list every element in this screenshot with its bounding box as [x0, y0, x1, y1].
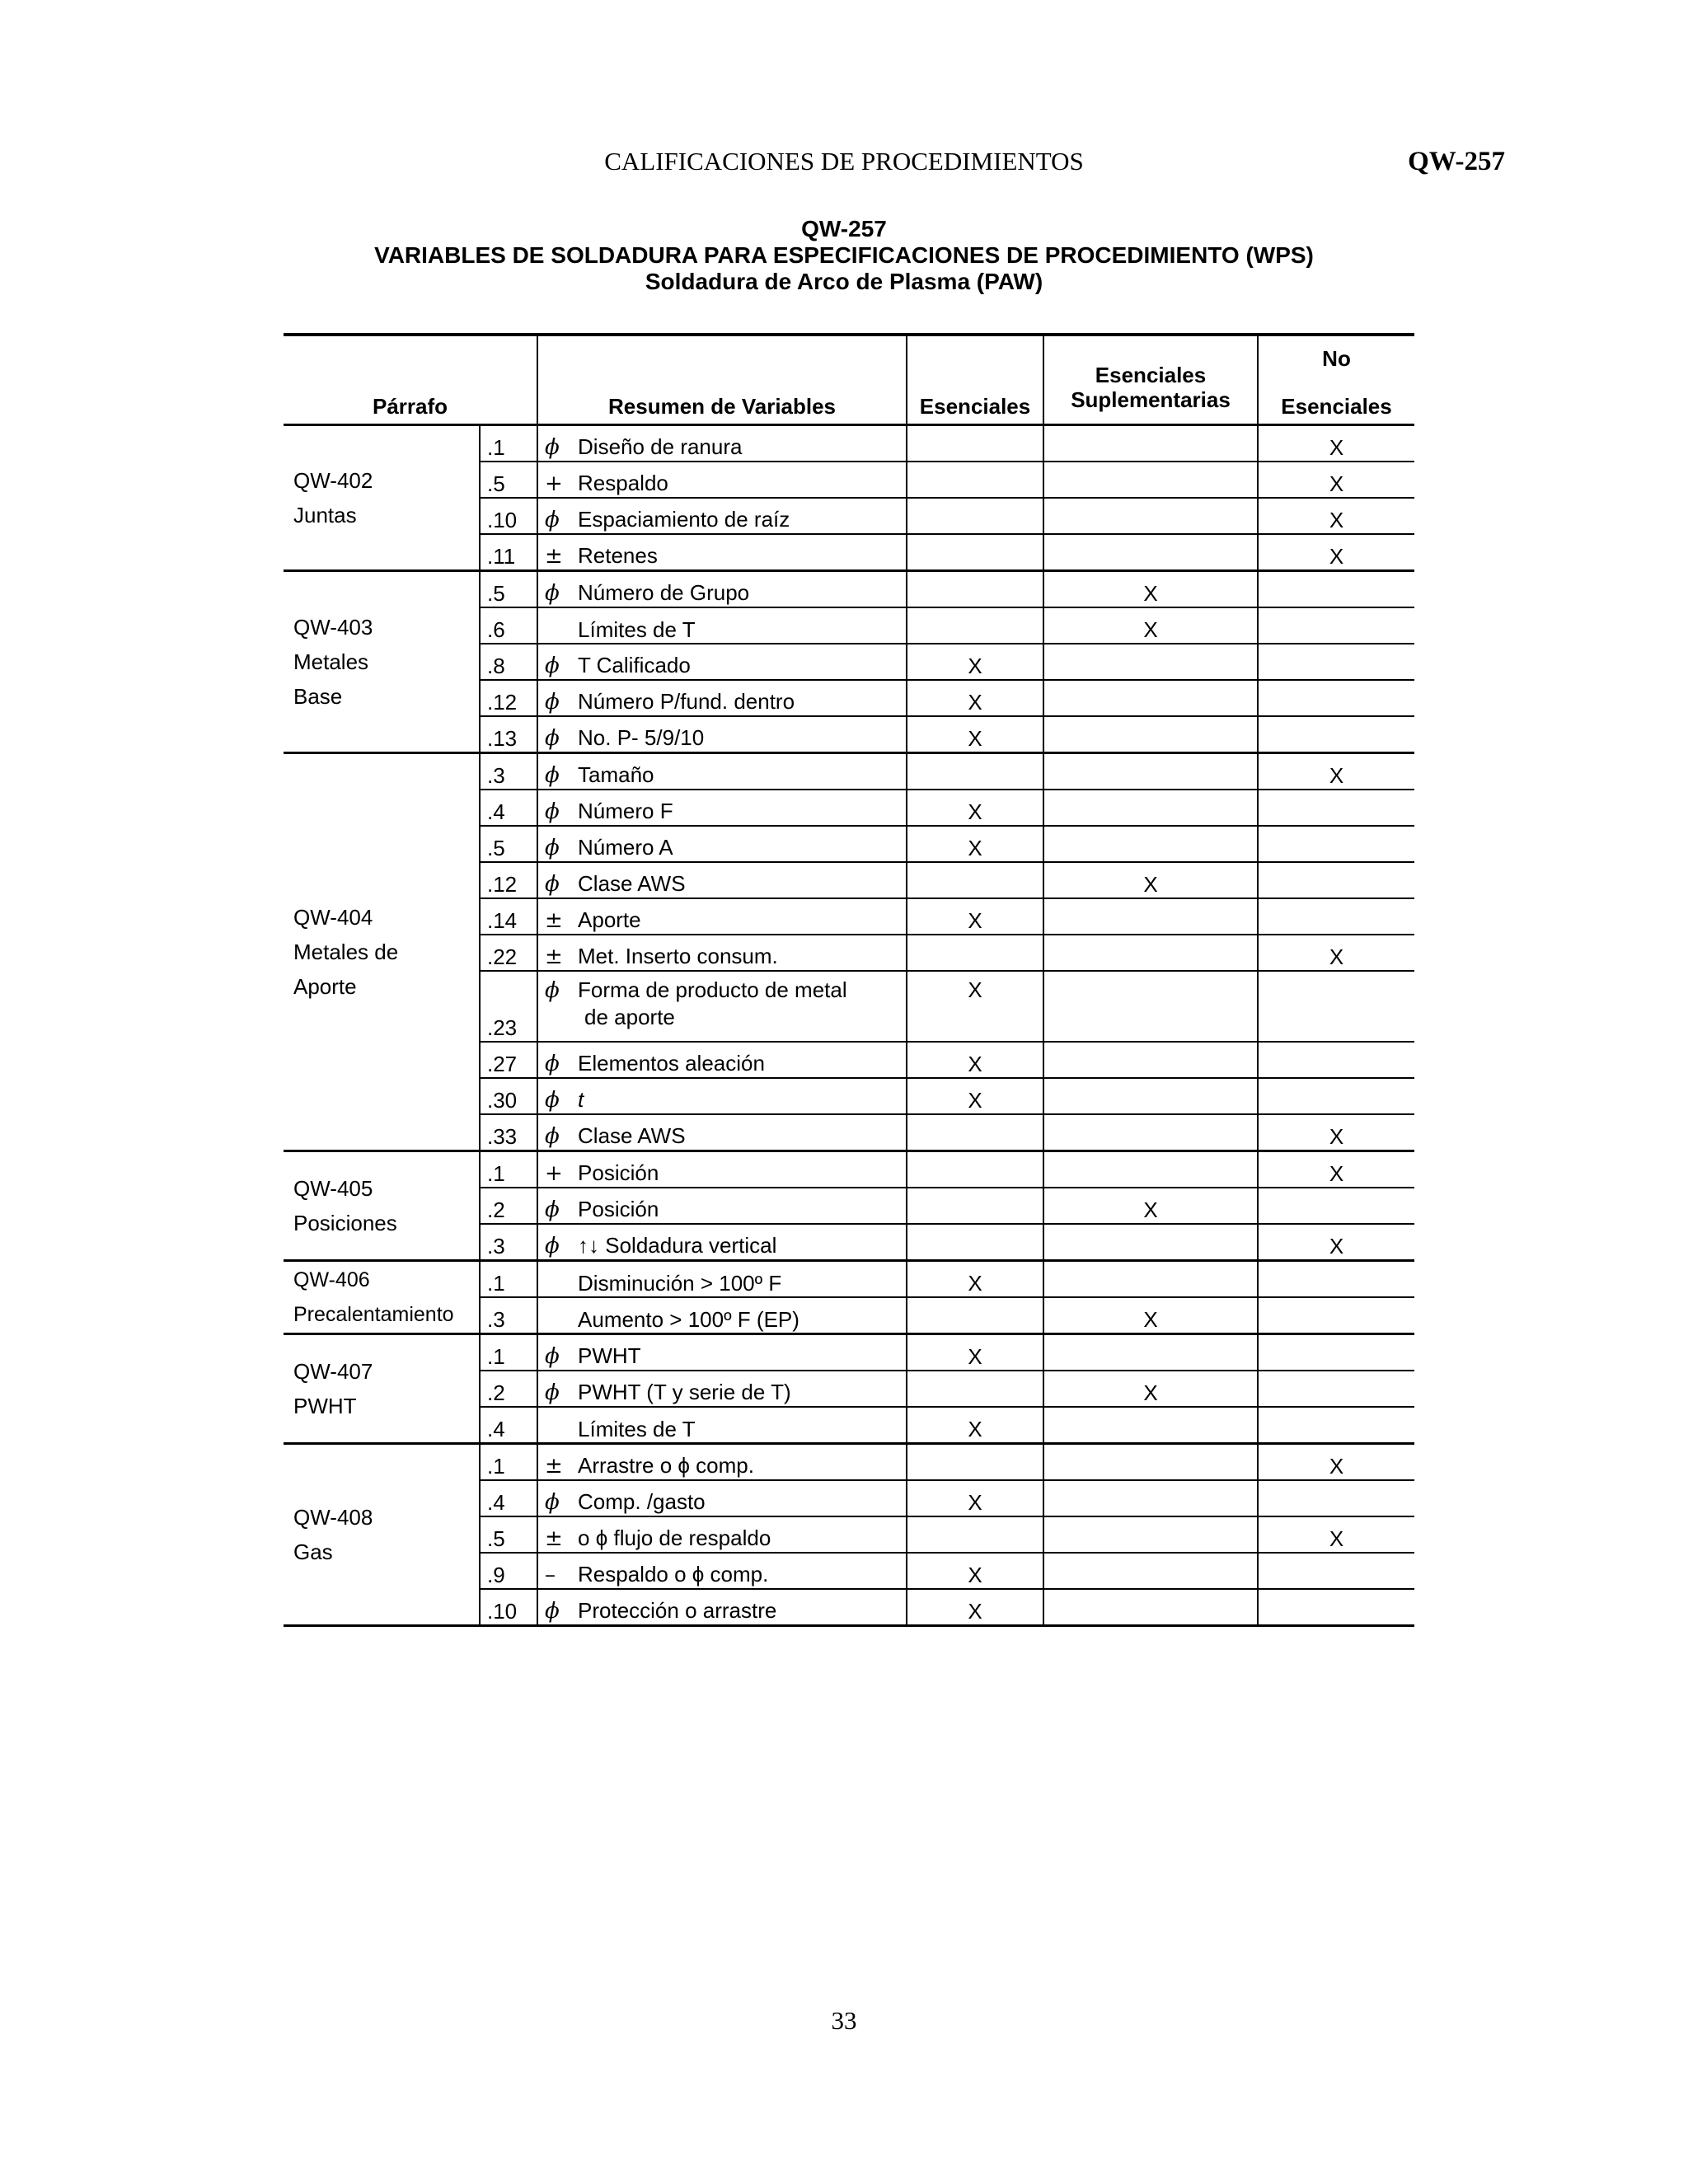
supplementary-mark: X [1043, 607, 1258, 644]
paragraph-label: PWHT [293, 1394, 357, 1418]
variable-description [537, 1151, 907, 1188]
header-nonessential-line1: No [1322, 346, 1351, 371]
variable-number: .10 [480, 1589, 537, 1626]
variable-symbol: ϕ [545, 1344, 560, 1369]
supplementary-mark [1043, 644, 1258, 680]
table-row [284, 1444, 1414, 1481]
variable-number: .1 [480, 425, 537, 462]
table-body [284, 425, 1414, 1626]
variable-number: .23 [480, 971, 537, 1042]
variable-description [537, 790, 907, 826]
variable-description [537, 1188, 907, 1224]
supplementary-mark [1043, 1516, 1258, 1553]
variable-text: o ϕ flujo de respaldo [578, 1526, 771, 1550]
variable-number: .1 [480, 1151, 537, 1188]
variable-number: .10 [480, 498, 537, 534]
supplementary-mark: X [1043, 862, 1258, 898]
variable-text: Protección o arrastre [578, 1598, 777, 1623]
table-main-title: VARIABLES DE SOLDADURA PARA ESPECIFICACIONES DE PROCEDIMIENTO (WPS) [374, 242, 1314, 268]
nonessential-mark [1258, 1407, 1414, 1444]
variable-text: Respaldo [578, 471, 668, 495]
nonessential-mark [1258, 1297, 1414, 1334]
variable-number: .11 [480, 534, 537, 571]
variable-text: Número F [578, 799, 673, 823]
essential-mark [907, 1188, 1043, 1224]
table-row [284, 1151, 1414, 1188]
essential-mark [907, 935, 1043, 971]
essential-mark: X [907, 1261, 1043, 1298]
paragraph-label: Juntas [293, 503, 357, 527]
variable-description [537, 1589, 907, 1626]
paragraph-label: QW-402 [293, 468, 373, 493]
supplementary-mark [1043, 1114, 1258, 1151]
variable-text: Arrastre o ϕ comp. [578, 1453, 754, 1478]
variable-number: .6 [480, 607, 537, 644]
variable-description [537, 971, 907, 1042]
nonessential-mark: X [1258, 1444, 1414, 1481]
nonessential-mark [1258, 826, 1414, 862]
nonessential-mark [1258, 1042, 1414, 1078]
variable-text: Límites de T [578, 1417, 696, 1441]
variable-number: .30 [480, 1078, 537, 1114]
variable-number: .2 [480, 1371, 537, 1407]
variable-description [537, 607, 907, 644]
variable-number: .33 [480, 1114, 537, 1151]
supplementary-mark [1043, 1407, 1258, 1444]
paragraph-label: QW-406 [293, 1268, 370, 1291]
variable-symbol: ϕ [545, 1124, 560, 1149]
variable-symbol: ϕ [545, 654, 560, 678]
variable-description [537, 716, 907, 753]
nonessential-mark [1258, 607, 1414, 644]
supplementary-mark [1043, 935, 1258, 971]
section-code: QW-257 [1408, 147, 1505, 176]
variable-description [537, 1444, 907, 1481]
variable-description [537, 1516, 907, 1553]
paragraph-label: Metales [293, 649, 369, 674]
essential-mark: X [907, 1553, 1043, 1589]
variable-description [537, 1114, 907, 1151]
variable-text: Posición [578, 1160, 659, 1185]
variable-text: Aporte [578, 907, 641, 932]
supplementary-mark [1043, 826, 1258, 862]
paragraph-group [284, 1444, 480, 1626]
variable-text: Diseño de ranura [578, 434, 743, 459]
variable-number: .14 [480, 898, 537, 935]
paragraph-group [284, 425, 480, 571]
variable-description [537, 1480, 907, 1516]
essential-mark [907, 462, 1043, 498]
variable-symbol: ϕ [545, 1052, 560, 1076]
variable-description [537, 644, 907, 680]
variable-text: Disminución > 100º F [578, 1271, 782, 1296]
variable-number: .12 [480, 862, 537, 898]
essential-mark: X [907, 1480, 1043, 1516]
variable-number: .4 [480, 1407, 537, 1444]
header-nonessential [1258, 335, 1414, 425]
supplementary-mark [1043, 534, 1258, 571]
essential-mark: X [907, 826, 1043, 862]
supplementary-mark [1043, 1078, 1258, 1114]
variable-symbol: ϕ [545, 1599, 560, 1624]
paragraph-label: Gas [293, 1540, 333, 1564]
variable-symbol: ϕ [545, 799, 560, 824]
variable-description [537, 1078, 907, 1114]
variable-number: .9 [480, 1553, 537, 1589]
variable-symbol: + [545, 471, 563, 496]
supplementary-mark [1043, 971, 1258, 1042]
nonessential-mark [1258, 680, 1414, 716]
supplementary-mark [1043, 1151, 1258, 1188]
supplementary-mark [1043, 1224, 1258, 1261]
nonessential-mark [1258, 790, 1414, 826]
variable-description [537, 1553, 907, 1589]
variable-symbol: ± [545, 908, 563, 933]
header-essential: Esenciales [907, 335, 1043, 425]
nonessential-mark [1258, 716, 1414, 753]
paragraph-group [284, 571, 480, 753]
nonessential-mark: X [1258, 1114, 1414, 1151]
essential-mark [907, 1297, 1043, 1334]
variable-text: Número A [578, 835, 673, 860]
supplementary-mark [1043, 716, 1258, 753]
variable-symbol: ± [545, 544, 563, 569]
essential-mark [907, 1114, 1043, 1151]
running-header [0, 147, 1688, 183]
variable-text: Número de Grupo [578, 580, 750, 605]
nonessential-mark: X [1258, 1224, 1414, 1261]
variable-text: Espaciamiento de raíz [578, 507, 790, 532]
variable-number: .22 [480, 935, 537, 971]
variable-description [537, 425, 907, 462]
table-row [284, 753, 1414, 790]
variable-symbol: ϕ [545, 978, 560, 1003]
variable-number: .27 [480, 1042, 537, 1078]
essential-mark: X [907, 790, 1043, 826]
variable-symbol: ϕ [545, 690, 560, 715]
variable-number: .4 [480, 1480, 537, 1516]
essential-mark [907, 1224, 1043, 1261]
variable-symbol: ϕ [545, 508, 560, 532]
variable-description [537, 935, 907, 971]
variable-symbol: ϕ [545, 581, 560, 606]
variable-description [537, 1261, 907, 1298]
essential-mark [907, 607, 1043, 644]
nonessential-mark: X [1258, 935, 1414, 971]
variable-symbol: ϕ [545, 1234, 560, 1258]
nonessential-mark: X [1258, 1151, 1414, 1188]
paragraph-label: Posiciones [293, 1211, 397, 1235]
variable-number: .1 [480, 1334, 537, 1371]
header-supplementary-line1: Esenciales [1095, 363, 1207, 387]
paragraph-group [284, 753, 480, 1151]
table-row [284, 1261, 1414, 1298]
variable-description [537, 462, 907, 498]
nonessential-mark: X [1258, 534, 1414, 571]
supplementary-mark: X [1043, 571, 1258, 608]
variable-text: Tamaño [578, 762, 654, 787]
supplementary-mark [1043, 680, 1258, 716]
essential-mark: X [907, 644, 1043, 680]
paragraph-label: Precalentamiento [293, 1303, 454, 1326]
variable-description [537, 571, 907, 608]
nonessential-mark: X [1258, 462, 1414, 498]
variable-text: Forma de producto de metal [578, 977, 847, 1002]
running-title: CALIFICACIONES DE PROCEDIMIENTOS [604, 147, 1084, 176]
paragraph-label: QW-405 [293, 1176, 373, 1201]
essential-mark [907, 425, 1043, 462]
essential-mark: X [907, 680, 1043, 716]
header-supplementary-line2: Suplementarias [1071, 387, 1231, 412]
variable-text: Clase AWS [578, 1123, 686, 1148]
variable-number: .13 [480, 716, 537, 753]
paragraph-label: QW-403 [293, 615, 373, 640]
table-code: QW-257 [801, 216, 887, 241]
nonessential-mark [1258, 971, 1414, 1042]
supplementary-mark [1043, 1553, 1258, 1589]
variable-text: Número P/fund. dentro [578, 689, 795, 714]
variable-number: .3 [480, 1297, 537, 1334]
essential-mark: X [907, 1407, 1043, 1444]
nonessential-mark [1258, 1589, 1414, 1626]
variable-number: .5 [480, 462, 537, 498]
nonessential-mark [1258, 1261, 1414, 1298]
essential-mark: X [907, 1589, 1043, 1626]
nonessential-mark [1258, 1334, 1414, 1371]
variable-description [537, 898, 907, 935]
supplementary-mark [1043, 1261, 1258, 1298]
variable-symbol: ϕ [545, 763, 560, 788]
paragraph-group [284, 1261, 480, 1334]
variable-text-line2: de aporte [584, 1005, 675, 1029]
variable-text: Respaldo o ϕ comp. [578, 1562, 769, 1586]
essential-mark [907, 534, 1043, 571]
variable-number: .4 [480, 790, 537, 826]
variables-table [284, 333, 1414, 1627]
supplementary-mark [1043, 898, 1258, 935]
essential-mark: X [907, 898, 1043, 935]
variable-symbol: ± [545, 1454, 563, 1479]
paragraph-label: QW-404 [293, 905, 373, 930]
paragraph-group [284, 1151, 480, 1261]
variable-text: Retenes [578, 543, 658, 568]
table-row [284, 425, 1414, 462]
nonessential-mark [1258, 1078, 1414, 1114]
variable-text: Límites de T [578, 617, 696, 642]
variable-symbol: ϕ [545, 1490, 560, 1515]
variable-symbol: + [545, 1161, 563, 1186]
nonessential-mark [1258, 1371, 1414, 1407]
variable-description [537, 1371, 907, 1407]
variable-symbol: ϕ [545, 435, 560, 460]
essential-mark [907, 1151, 1043, 1188]
variable-text: No. P- 5/9/10 [578, 725, 705, 750]
variable-description [537, 753, 907, 790]
variable-symbol: ± [545, 944, 563, 969]
essential-mark [907, 1371, 1043, 1407]
variable-text: Clase AWS [578, 871, 686, 896]
variable-text: ↑↓ Soldadura vertical [578, 1233, 777, 1258]
variable-symbol: ϕ [545, 872, 560, 897]
nonessential-mark [1258, 1553, 1414, 1589]
variable-text: PWHT [578, 1343, 641, 1368]
variable-symbol: ± [545, 1526, 563, 1551]
variable-symbol: ϕ [545, 726, 560, 751]
nonessential-mark [1258, 1480, 1414, 1516]
nonessential-mark [1258, 898, 1414, 935]
table-titles [0, 216, 1688, 295]
variable-description [537, 1297, 907, 1334]
supplementary-mark: X [1043, 1371, 1258, 1407]
essential-mark [907, 1444, 1043, 1481]
paragraph-label: Metales de [293, 940, 399, 964]
variable-number: .5 [480, 826, 537, 862]
variable-text: T Calificado [578, 653, 691, 677]
variable-description [537, 680, 907, 716]
essential-mark: X [907, 971, 1043, 1042]
variable-description [537, 534, 907, 571]
variable-symbol: ϕ [545, 1088, 560, 1113]
essential-mark [907, 862, 1043, 898]
header-nonessential-line2: Esenciales [1281, 394, 1392, 419]
essential-mark: X [907, 1042, 1043, 1078]
variable-number: .2 [480, 1188, 537, 1224]
page-number: 33 [831, 2006, 857, 2035]
header-paragraph: Párrafo [284, 335, 537, 425]
paragraph-label: QW-407 [293, 1359, 373, 1384]
supplementary-mark: X [1043, 1297, 1258, 1334]
paragraph-label: Aporte [293, 974, 357, 999]
variable-description [537, 1407, 907, 1444]
variable-number: .5 [480, 1516, 537, 1553]
variable-description [537, 1334, 907, 1371]
variable-text: Comp. /gasto [578, 1489, 706, 1514]
variable-description [537, 826, 907, 862]
variable-text: Met. Inserto consum. [578, 944, 778, 968]
variable-text: Elementos aleación [578, 1051, 765, 1076]
supplementary-mark: X [1043, 1188, 1258, 1224]
variable-number: .1 [480, 1444, 537, 1481]
nonessential-mark: X [1258, 1516, 1414, 1553]
variable-symbol: ϕ [545, 1380, 560, 1405]
variable-number: .3 [480, 1224, 537, 1261]
table-header-row [284, 335, 1414, 425]
header-supplementary [1043, 335, 1258, 425]
header-summary: Resumen de Variables [537, 335, 907, 425]
essential-mark [907, 1516, 1043, 1553]
supplementary-mark [1043, 462, 1258, 498]
variable-text: Posición [578, 1197, 659, 1221]
variable-number: .5 [480, 571, 537, 608]
supplementary-mark [1043, 1334, 1258, 1371]
table-row [284, 571, 1414, 608]
nonessential-mark [1258, 1188, 1414, 1224]
essential-mark [907, 498, 1043, 534]
essential-mark [907, 571, 1043, 608]
variable-description [537, 1042, 907, 1078]
supplementary-mark [1043, 1480, 1258, 1516]
variable-symbol: ϕ [545, 836, 560, 860]
variable-number: .3 [480, 753, 537, 790]
nonessential-mark: X [1258, 753, 1414, 790]
supplementary-mark [1043, 425, 1258, 462]
nonessential-mark [1258, 571, 1414, 608]
paragraph-label: Base [293, 684, 343, 709]
variable-description [537, 1224, 907, 1261]
supplementary-mark [1043, 790, 1258, 826]
variable-text: PWHT (T y serie de T) [578, 1380, 791, 1404]
essential-mark: X [907, 716, 1043, 753]
variable-symbol: – [545, 1563, 556, 1587]
paragraph-label: QW-408 [293, 1505, 373, 1530]
supplementary-mark [1043, 1444, 1258, 1481]
variable-number: .8 [480, 644, 537, 680]
nonessential-mark: X [1258, 425, 1414, 462]
variable-symbol: ϕ [545, 1197, 560, 1222]
nonessential-mark [1258, 644, 1414, 680]
variable-description [537, 862, 907, 898]
variable-number: .1 [480, 1261, 537, 1298]
variable-text: Aumento > 100º F (EP) [578, 1307, 799, 1332]
table-subtitle: Soldadura de Arco de Plasma (PAW) [645, 269, 1043, 294]
essential-mark [907, 753, 1043, 790]
paragraph-group [284, 1334, 480, 1444]
essential-mark: X [907, 1334, 1043, 1371]
variable-description [537, 498, 907, 534]
supplementary-mark [1043, 1589, 1258, 1626]
variable-text: t [578, 1087, 584, 1112]
supplementary-mark [1043, 753, 1258, 790]
table-row [284, 1334, 1414, 1371]
nonessential-mark: X [1258, 498, 1414, 534]
supplementary-mark [1043, 1042, 1258, 1078]
nonessential-mark [1258, 862, 1414, 898]
variable-number: .12 [480, 680, 537, 716]
supplementary-mark [1043, 498, 1258, 534]
essential-mark: X [907, 1078, 1043, 1114]
